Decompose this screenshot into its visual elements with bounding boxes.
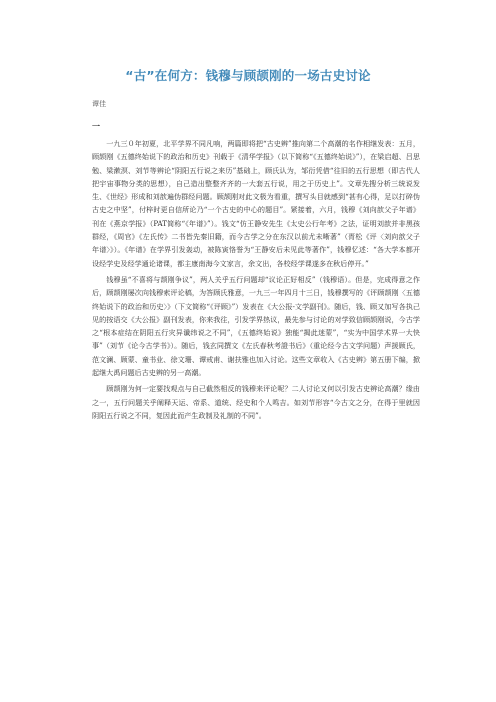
section-number: 一 [92,121,100,131]
article-body [92,137,420,425]
paragraph-1: 一九三０年初夏，北平学界不同凡响，两篇即将把“古史辨”推向第二个高潮的名作相继发表：五月，顾颉刚《五德终始说下的政治和历史》刊载于《清华学报》（以下简称“《五德终始说》”），在梁启超、吕思勉、梁漱溟、刘节等辨论“阴阳五行说之来历”基础上，顾氏认为，邹衍凭借“往旧的五行思想（即古代人把宇宙事物分类的思想），自己造出整整齐齐的一大套五行说，用之于历史上”。文章先搜分析三统说发生、《世经》形成和刘歆遍伪群经问题。顾颉刚对此文极为看重，撰写头目就感到“甚有心得，足以打碎伪古史之中坚”，付梓时更自信所论乃“一个古史的中心的题目”。紧接着，六月，钱穆《刘向歆父子年谱》刊在《燕京学报》（PAT简称“《年谱》”）。钱文“仿王静安先生《太史公行年考》之法，证明刘歆并非黑孩群经，《周官》《左氏传》二书皆先秦旧籍，而今古学之分在东汉以前尤未晰著”（胥松《评〈刘向歆父子年谱〉》）。《年谱》在学界引发轰动，被陈寅恪誉为“王静安后未见此等著作”，钱穆忆述：“各大学本都开设经学史及经学通论诸课，都主康南海今文家言，余文出，各校经学课遂多在秋后停开。” [92,139,420,268]
paragraph-2: 钱穆虽“不喜将与颉刚争议”，两人关乎五行问题却“议论正好相反”（钱穆语）。但是，完成得意之作后，顾颉刚屡次向钱穆索评论稿，为答顾氏雅意，一九三一年四月十三日，钱穆撰写的《评顾颉刚〈五德终始说下的政治和历史〉》（下文简称“《评顾》”）发表在《大公报-文学副刊》。随后，钱、顾又加写各执己见的按语交《大公报》副刊发表，你来我往，引发学界热议，最先参与讨论的对学致信顾颉刚说，今古学之“根本症结在阴阳五行灾异谶纬说之不同”，《五德终始说》独能“揭此迷蒙”，“实为中国学术界一大快事”（刘节《论今古学书》）。随后，钱玄同撰文《左氏春秋考證书后》（重论经今古文学问题）声援顾氏，范文澜、顾蒙、童书业、徐文珊、谭戒甫、谢扶雅也加入讨论。这些文章收入《古史辨》第五册下编，掀起继大禹问题后古史辨的另一高潮。 [92,274,420,378]
article-title: “古”在何方：钱穆与顾颉刚的一场古史讨论 [125,68,371,83]
paragraph-3: 顾颉刚为何一定要找观点与自己截然相反的钱穆来评论呢？二人讨论又何以引发古史辨论高潮？缘由之一，五行问题关乎阐释天运、帝系、道统、经史和个人鸣吉。如刘节形容“今古文之分，在得于里就因阴阳五行说之不同，复因此而产生政制及礼制的不同”。 [92,384,420,420]
author-name: 谭佳 [92,100,106,108]
